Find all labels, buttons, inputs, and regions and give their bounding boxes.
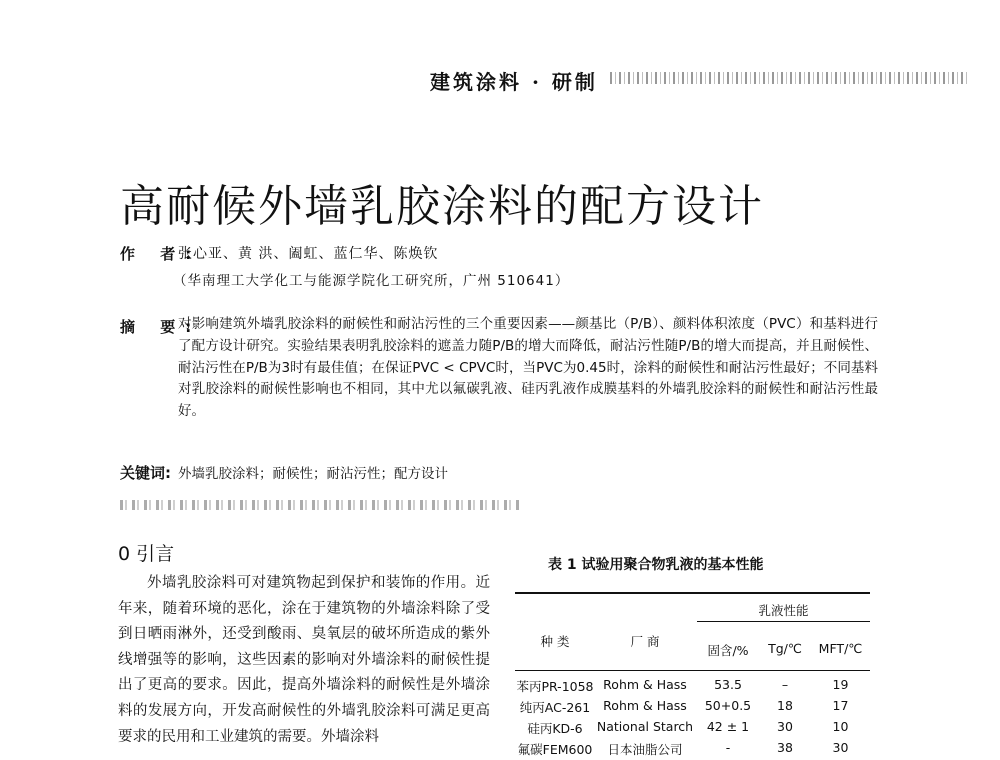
cell-type: 苯丙PR-1058 <box>516 679 594 694</box>
scan-noise-line <box>120 500 520 510</box>
section-heading: 0 引言 <box>118 543 175 565</box>
table-header-rule <box>515 670 870 671</box>
scan-noise-strip <box>610 72 970 84</box>
keywords-label: 关键词: <box>120 464 171 482</box>
cell-solid: 53.5 <box>714 677 742 692</box>
running-header: 建筑涂料 · 研制 <box>430 70 598 94</box>
cell-type: 硅丙KD-6 <box>527 721 583 736</box>
cell-maker: Rohm & Hass <box>603 677 687 692</box>
abstract-text: 对影响建筑外墙乳胶涂料的耐候性和耐沾污性的三个重要因素——颜基比（P/B）、颜料体积浓度（PVC）和基料进行了配方设计研究。实验结果表明乳胶涂料的遮盖力随P/B的增大而降低，耐沾污性随P/B的增大而提高，并且耐候性、耐沾污性在P/B为3时有最佳值；在保证PVC < CPVC时，当PVC为0.45时，涂料的耐候性和耐沾污性最好；不同基料对乳胶涂料的耐候性影响也不相同，其中尤以氟碳乳液、硅丙乳液作成膜基料的外墙乳胶涂料的耐候性和耐沾污性最好。 <box>178 316 878 420</box>
cell-maker: 日本油脂公司 <box>607 742 683 757</box>
keywords-text: 外墙乳胶涂料；耐候性；耐沾污性；配方设计 <box>178 466 448 482</box>
body-paragraph-text: 外墙乳胶涂料可对建筑物起到保护和装饰的作用。近年来，随着环境的恶化，涂在于建筑物的外墙涂料除了受到日晒雨淋外，还受到酸雨、臭氧层的破坏所造成的紫外线增强等的影响，这些因素的影响对外墙涂料的耐候性提出了更高的要求。因此，提高外墙涂料的耐候性是外墙涂料的发展方向，开发高耐候性的外墙乳胶涂料可满足更高要求的民用和工业建筑的需要。外墙涂料 <box>118 575 490 745</box>
cell-type: 氟碳FEM600 <box>517 742 593 757</box>
cell-tg: – <box>781 677 789 692</box>
table-group-rule <box>697 621 870 622</box>
cell-tg: 38 <box>777 740 793 755</box>
cell-mfft: 30 <box>832 740 849 755</box>
cell-maker: National Starch <box>596 719 694 734</box>
authors-affiliation: （华南理工大学化工与能源学院化工研究所，广州 510641） <box>173 273 570 289</box>
header-tg: Tg/℃ <box>768 641 802 656</box>
table-caption: 表 1 试验用聚合物乳液的基本性能 <box>548 557 764 573</box>
body-paragraph <box>118 571 490 750</box>
abstract-label: 摘 要: <box>120 318 202 336</box>
paper-title: 高耐候外墙乳胶涂料的配方设计 <box>120 181 764 232</box>
header-group: 乳液性能 <box>758 603 809 618</box>
header-type: 种 类 <box>540 634 570 649</box>
cell-mfft: 19 <box>832 677 849 692</box>
cell-tg: 30 <box>777 719 793 734</box>
header-mfft: MFT/℃ <box>818 641 863 656</box>
cell-type: 纯丙AC-261 <box>519 700 591 715</box>
authors-names: 张心亚、黄 洪、阖虹、蓝仁华、陈焕钦 <box>178 246 439 262</box>
table-top-rule <box>515 592 870 594</box>
header-maker: 厂 商 <box>630 634 660 649</box>
authors-label: 作 者: <box>120 245 202 263</box>
header-solid: 固含/% <box>707 643 749 658</box>
cell-solid: - <box>725 740 731 755</box>
cell-mfft: 10 <box>832 719 849 734</box>
cell-solid: 42 ± 1 <box>706 719 750 734</box>
cell-mfft: 17 <box>832 698 849 713</box>
cell-maker: Rohm & Hass <box>603 698 687 713</box>
cell-tg: 18 <box>777 698 793 713</box>
cell-solid: 50+0.5 <box>704 698 752 713</box>
